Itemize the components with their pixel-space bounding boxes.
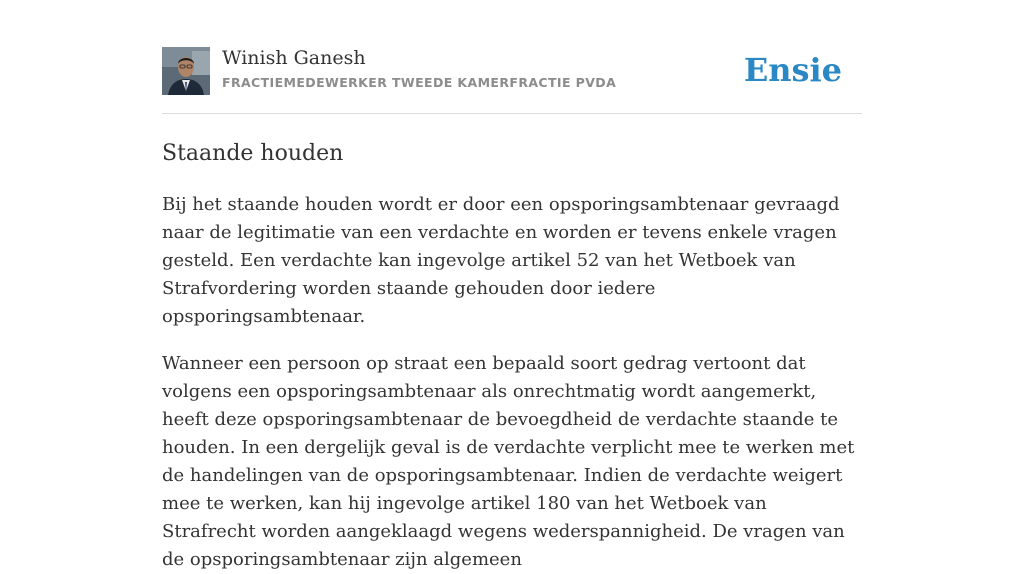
- article-paragraph: Wanneer een persoon op straat een bepaald soort gedrag vertoont dat volgens een opsporingsambtenaar als onrechtmatig wordt aangemerkt, heeft deze opsporingsambtenaar de bevoegdheid de verdachte staande te houden. In een dergelijk geval is de verdachte verplicht mee te werken met de handelingen van de opsporingsambtenaar. Indien de verdachte weigert mee te werken, kan hij ingevolge artikel 180 van het Wetboek van Strafrecht worden aangeklaagd wegens wederspannigheid. De vragen van de opsporingsambtenaar zijn algemeen: [162, 353, 855, 570]
- author-header: [162, 0, 862, 114]
- article-container: [162, 0, 862, 574]
- ensie-logo[interactable]: Ensie: [743, 51, 842, 89]
- article-paragraph: Bij het staande houden wordt er door een opsporingsambtenaar gevraagd naar de legitimatie van een verdachte en worden er tevens enkele vragen gesteld. Een verdachte kan ingevolge artikel 52 van het Wetboek van Strafvordering worden staande gehouden door iedere opsporingsambtenaar.: [162, 194, 840, 327]
- avatar-portrait-icon: [162, 47, 210, 95]
- author-name[interactable]: Winish Ganesh: [222, 47, 366, 69]
- author-role: FRACTIEMEDEWERKER TWEEDE KAMERFRACTIE PVDA: [222, 75, 617, 90]
- article-title: Staande houden: [162, 141, 344, 166]
- avatar[interactable]: [162, 47, 210, 95]
